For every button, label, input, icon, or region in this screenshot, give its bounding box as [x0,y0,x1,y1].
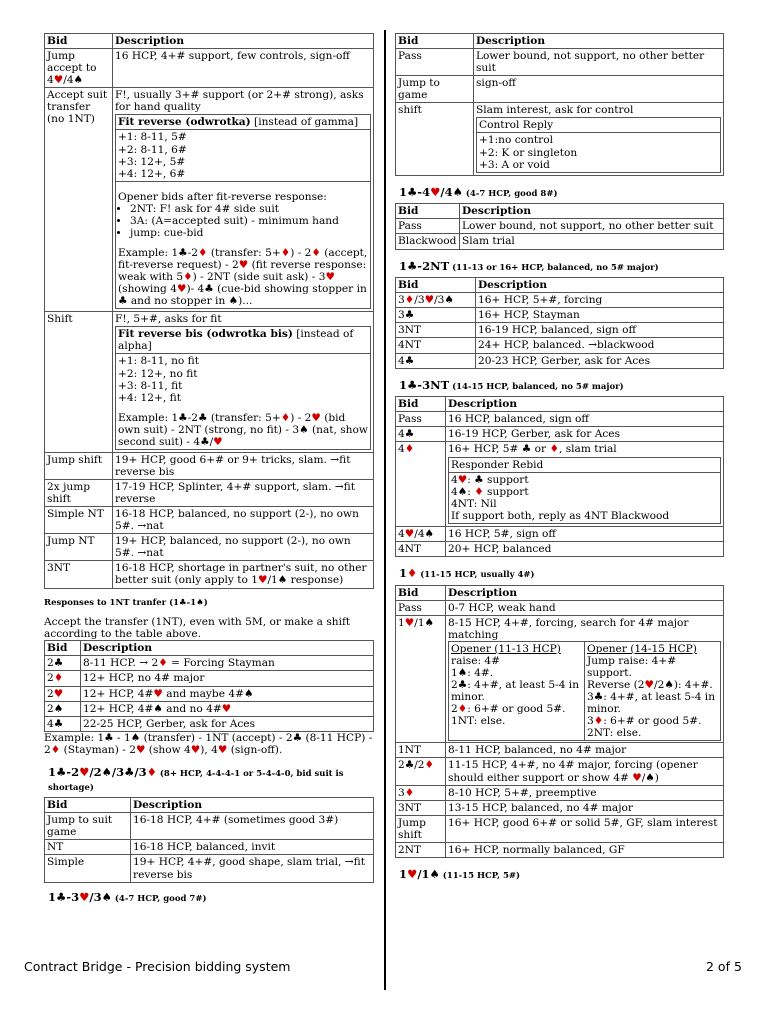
list-item: • 3A: (A=accepted suit) - minimum hand [130,215,368,227]
section-title-1nt-transfer: Responses to 1NT tranfer (1♣-1♠) [44,597,208,608]
section-subtitle: (4-7 HCP, good 8#) [462,188,558,199]
description-cell: Lower bound, not support, no other better suit [474,49,724,76]
diamond-suit-icon: ♦ [50,743,61,756]
control-reply-line: +3: A or void [479,158,550,171]
description-text: F!, usually 3+# support (or 2+# strong), asks for hand quality [115,89,364,114]
bid-cell: 3NT [396,800,446,815]
fit-reverse-title-cell [116,115,371,130]
table-row [45,88,374,312]
bid-cell: 1NT [396,743,446,758]
left-column [44,33,374,908]
bid-cell: Jump to suit game [45,813,131,840]
table-row [396,234,724,249]
description-cell: 24+ HCP, balanced. →blackwood [476,338,724,353]
table-row [45,480,374,507]
heart-suit-icon: ♥ [135,743,146,756]
header-bid: Bid [396,585,446,600]
description-text: Slam interest, ask for control [476,104,634,117]
bid-cell: Blackwood [396,234,460,249]
section-title: 1♣-3NT [399,377,450,392]
description-cell: sign-off [474,76,724,103]
fit-reverse-note: [instead of gamma] [250,116,359,129]
section-heading-1d [399,567,724,581]
bid-table-4-major [395,203,724,249]
description-cell: 0-7 HCP, weak hand [446,600,724,615]
description-cell: 16 HCP, 5#, sign off [446,526,724,541]
footer-document-title: Contract Bridge - Precision bidding system [24,959,291,974]
table-header-row [396,397,724,412]
fit-reverse-line: +3: 12+, 5# [118,155,186,168]
bid-cell: Simple [45,855,131,882]
table-row [396,427,724,442]
table-header-row [396,585,724,600]
bid-cell: 4♥/4♠ [396,526,446,541]
section-subtitle: (11-15 HCP, usually 4#) [417,569,535,580]
description-cell: 8-10 HCP, 5+#, preemptive [446,785,724,800]
table-row [396,743,724,758]
control-reply-line: +2: K or singleton [479,146,578,159]
opener-minimum-column [449,642,584,741]
example-text: Example: 1♣ - 1♠ (transfer) - 1NT (accept) - 2♣ (8-11 HCP) - 2♦ (Stayman) - 2♥ (show 4♥), 4♥ (sign-off). [44,731,373,756]
table-header-row [396,34,724,49]
section-title: 1♥/1♠ [399,866,440,881]
description-cell: 8-11 HCP, balanced, no 4# major [446,743,724,758]
diamond-suit-icon: ♦ [457,703,468,716]
table-row [396,308,724,323]
fit-reverse-bis-note: [instead of alpha] [118,328,354,353]
diamond-suit-icon: ♦ [474,485,484,498]
section-heading-preempt [48,891,374,905]
bid-cell: 3♣ [396,308,476,323]
description-cell [446,442,724,526]
description-cell: 13-15 HCP, balanced, no 4# major [446,800,724,815]
transfer-paragraph: Accept the transfer (1NT), even with 5M, or make a shift according to the table above. [44,616,351,641]
description-cell [446,615,724,743]
fit-reverse-line: +1: 8-11, 5# [118,131,187,144]
fit-reverse-bis-line: +4: 12+, fit [118,391,181,404]
bid-cell: 4♣ [45,716,81,731]
description-cell: 16 HCP, 4+# support, few controls, sign-off [113,49,374,88]
table-row [45,701,374,716]
list-item: • jump: cue-bid [130,227,368,239]
responder-rebid-lines [449,472,721,523]
opener-strong-text: Jump raise: 4+# support. Reverse (2♥/2♠): 4+#. 3♣: 4+#, at least 5-4 in minor. 3♦: 6+# or good 5#. 2NT: else. [587,654,716,740]
section-subtitle: (8+ HCP, 4-4-4-1 or 5-4-4-0, bid suit is shortage) [48,768,344,793]
diamond-suit-icon: ♦ [424,759,435,772]
table-row [45,671,374,686]
header-bid: Bid [396,397,446,412]
table-row [396,353,724,368]
opener-minimum-title: Opener (11-13 HCP) [451,642,561,655]
heart-suit-icon: ♥ [176,283,187,296]
heart-suit-icon: ♥ [632,771,642,784]
table-row [45,686,374,701]
heart-suit-icon: ♥ [79,889,90,904]
example-text: Example: 1♣-2♣ (transfer: 5+♦) - 2♥ (bid own suit) - 2NT (strong, no fit) - 3♠ (nat, show second suit) - 4♣/♥ [118,411,368,448]
diamond-suit-icon: ♦ [53,672,64,685]
header-bid: Bid [45,798,131,813]
bid-table-3nt [395,396,724,557]
control-reply-table [476,117,721,172]
bid-cell: 4♣ [396,427,446,442]
table-row [396,815,724,842]
description-cell [113,88,374,312]
section-heading-4-major [399,186,724,200]
header-description: Description [460,204,724,219]
table-row [396,785,724,800]
table-header-row [396,278,724,293]
section-title: 1♣-3♥/3♠ [48,889,112,904]
header-description: Description [131,798,374,813]
bid-cell: NT [45,840,131,855]
description-cell: 11-15 HCP, 4+#, no 4# major, forcing (opener should either support or show 4# ♥/♠) [446,758,724,785]
opener-strong-title: Opener (14-15 HCP) [587,642,697,655]
column-divider [384,30,386,990]
diamond-suit-icon: ♦ [146,764,157,779]
bid-cell: 2♠ [45,701,81,716]
section-title: 1♣-2♥/2♠/3♣/3♦ [48,764,157,779]
header-description: Description [446,397,724,412]
description-cell: 16-19 HCP, Gerber, ask for Aces [446,427,724,442]
diamond-suit-icon: ♦ [280,246,291,259]
bid-cell: Jump shift [396,815,446,842]
table-row [396,219,724,234]
heart-suit-icon: ♥ [457,473,468,486]
description-text: F!, 5+#, asks for fit [115,313,222,326]
description-cell: Lower bound, not support, no other better suit [460,219,724,234]
diamond-suit-icon: ♦ [407,565,418,580]
bid-table-splinter [44,797,374,882]
table-row [396,541,724,556]
section-heading-3nt [399,379,724,393]
heart-suit-icon: ♥ [424,294,435,307]
bid-cell: Accept suit transfer (no 1NT) [45,88,113,312]
bid-cell: shift [396,103,474,175]
table-row [45,49,374,88]
description-cell: 17-19 HCP, Splinter, 4+# support, slam. →fit reverse [113,480,374,507]
bid-cell: Jump NT [45,534,113,561]
table-row [45,312,374,453]
opener-minimum-text: raise: 4# 1♠: 4#. 2♣: 4+#, at least 5-4 in minor. 2♦: 6+# or good 5#. 1NT: else. [451,654,580,728]
description-cell: 16+ HCP, normally balanced, GF [446,842,724,857]
heart-suit-icon: ♥ [257,574,268,587]
diamond-suit-icon: ♦ [280,411,291,424]
table-row [396,76,724,103]
bid-cell: Simple NT [45,507,113,534]
bid-cell: 1♥/1♠ [396,615,446,743]
fit-reverse-title: Fit reverse (odwrotka) [118,116,251,129]
bid-table-rebid [395,33,724,176]
heart-suit-icon: ♥ [53,74,64,87]
heart-suit-icon: ♥ [217,743,228,756]
section-heading-2nt [399,260,724,274]
header-description: Description [446,585,724,600]
description-cell: 16+ HCP, Stayman [476,308,724,323]
diamond-suit-icon: ♦ [404,294,415,307]
bid-cell: 4♣ [396,353,476,368]
responder-rebid-line: If support both, reply as 4NT Blackwood [451,509,670,522]
opener-rebid-grid [448,641,721,742]
heart-suit-icon: ♥ [213,435,223,448]
description-cell: 16 HCP, balanced, sign off [446,412,724,427]
bid-cell: 3NT [396,323,476,338]
header-description: Description [474,34,724,49]
bid-cell: Pass [396,412,446,427]
diamond-suit-icon: ♦ [198,246,208,259]
table-row [396,615,724,743]
diamond-suit-icon: ♦ [549,443,559,456]
control-reply-line: +1:no control [479,134,553,147]
description-cell [474,103,724,175]
fit-reverse-bis-line: +2: 12+, no fit [118,367,198,380]
heart-suit-icon: ♥ [53,687,64,700]
section-subtitle: (4-7 HCP, good 7#) [111,893,207,904]
example-text: Example: 1♣-2♦ (transfer: 5+♦) - 2♦ (accept, fit-reverse request) - 2♥ (fit reverse response: weak with 5♦) - 2NT (side suit ask) - 3♥ (showing 4♥)- 4♣ (cue-bid showing stopper in ♣ and no stopper in ♠)... [118,246,368,308]
description-cell: 12+ HCP, 4#♥ and maybe 4#♠ [81,686,374,701]
fit-reverse-bis-line: +3: 8-11, fit [118,379,183,392]
table-row [45,507,374,534]
description-cell [113,312,374,453]
table-row [45,656,374,671]
bid-cell: Jump shift [45,452,113,479]
fit-reverse-lines-cell [116,130,371,181]
bid-cell: 2♣ [45,656,81,671]
diamond-suit-icon: ♦ [158,657,168,670]
bid-cell: Pass [396,219,460,234]
control-reply-title: Control Reply [477,118,721,133]
responder-rebid-line: 4♠: ♦ support [451,485,529,498]
bid-cell: Pass [396,600,446,615]
responder-rebid-line: 4♥: ♣ support [451,473,529,486]
section-heading-splinter [48,766,374,793]
description-cell: Slam trial [460,234,724,249]
fit-reverse-bis-title-cell [116,327,371,354]
header-description: Description [81,641,374,656]
fit-reverse-table [115,114,371,309]
table-row [396,600,724,615]
bid-cell: Pass [396,49,474,76]
header-bid: Bid [396,204,460,219]
table-row [45,855,374,882]
table-row [45,716,374,731]
description-text: 8-15 HCP, 4+#, forcing, search for 4# major matching [448,616,689,641]
table-header-row [396,204,724,219]
section-title: 1♣-2NT [399,258,450,273]
bid-cell: 2NT [396,842,446,857]
bid-cell: 2♣/2♦ [396,758,446,785]
diamond-suit-icon: ♦ [311,246,321,259]
table-row [396,526,724,541]
section-subtitle: (11-13 or 16+ HCP, balanced, no 5# major) [449,262,659,273]
responder-rebid-line: 4NT: Nil [451,497,497,510]
description-cell: 19+ HCP, balanced, no support (2-), no own 5#. →nat [113,534,374,561]
header-bid: Bid [396,34,474,49]
bid-table-1nt-transfer [44,640,374,731]
opener-intro: Opener bids after fit-reverse response: [118,190,327,203]
heart-suit-icon: ♥ [407,866,418,881]
description-cell: 16-18 HCP, balanced, invit [131,840,374,855]
heart-suit-icon: ♥ [79,764,90,779]
diamond-suit-icon: ♦ [404,786,415,799]
section-subtitle: (11-15 HCP, 5#) [439,870,521,881]
description-cell: 8-11 HCP. → 2♦ = Forcing Stayman [81,656,374,671]
table-row [396,293,724,308]
description-cell: 20+ HCP, balanced [446,541,724,556]
heart-suit-icon: ♥ [190,743,201,756]
bid-cell: 4NT [396,338,476,353]
description-cell: 19+ HCP, 4+#, good shape, slam trial, →fit reverse bis [131,855,374,882]
description-cell: 16-18 HCP, balanced, no support (2-), no own 5#. →nat [113,507,374,534]
list-item: • 2NT: F! ask for 4# side suit [130,203,368,215]
heart-suit-icon: ♥ [311,411,321,424]
description-cell: 12+ HCP, 4#♠ and no 4#♥ [81,701,374,716]
header-description: Description [113,34,374,49]
opener-bullet-list [118,203,368,239]
diamond-suit-icon: ♦ [183,271,193,284]
description-cell: 19+ HCP, good 6+# or 9+ tricks, slam. →fit reverse bis [113,452,374,479]
table-row [396,338,724,353]
bid-cell: 2♥ [45,686,81,701]
section-title: 1♣-4♥/4♠ [399,184,463,199]
table-header-row [45,34,374,49]
diamond-suit-icon: ♦ [593,715,604,728]
opener-strong-column [584,642,720,741]
footer-page-number: 2 of 5 [706,959,742,974]
description-cell: 12+ HCP, no 4# major [81,671,374,686]
diamond-suit-icon: ♦ [404,443,415,456]
section-heading-1-major [399,868,724,882]
table-header-row [45,798,374,813]
heart-suit-icon: ♥ [238,259,249,271]
section-title: 1♦ [399,565,418,580]
right-column [395,33,724,886]
table-row [396,842,724,857]
table-row [45,561,374,588]
fit-reverse-detail-cell [116,181,371,309]
bid-cell: 3♦ [396,785,446,800]
heart-suit-icon: ♥ [325,271,335,284]
bid-cell: Jump to game [396,76,474,103]
fit-reverse-bis-line: +1: 8-11, no fit [118,355,199,368]
bid-cell: 2x jump shift [45,480,113,507]
description-cell: 20-23 HCP, Gerber, ask for Aces [476,353,724,368]
table-row [396,103,724,175]
table-row [396,758,724,785]
description-cell: 16-18 HCP, 4+# (sometimes good 3#) [131,813,374,840]
header-bid: Bid [45,641,81,656]
heart-suit-icon: ♥ [644,679,655,692]
table-row [45,452,374,479]
section-subtitle: (14-15 HCP, balanced, no 5# major) [449,381,624,392]
responder-rebid-title: Responder Rebid [449,457,721,472]
fit-reverse-line: +2: 8-11, 6# [118,143,187,156]
bid-table-accept [44,33,374,589]
bid-cell: 3NT [45,561,113,588]
table-row [396,412,724,427]
fit-reverse-bis-lines-cell [116,354,371,449]
responder-rebid-table [448,457,721,524]
heart-suit-icon: ♥ [153,687,163,700]
heart-suit-icon: ♥ [430,184,441,199]
table-row [396,49,724,76]
description-cell: 16-18 HCP, shortage in partner's suit, no other better suit (only apply to 1♥/1♠ response) [113,561,374,588]
bid-cell: 3♦/3♥/3♠ [396,293,476,308]
header-bid: Bid [396,278,476,293]
bid-cell: 2♦ [45,671,81,686]
description-text: 16+ HCP, 5# ♣ or ♦, slam trial [448,443,617,456]
fit-reverse-line: +4: 12+, 6# [118,167,186,180]
table-row [45,534,374,561]
header-bid: Bid [45,34,113,49]
heart-suit-icon: ♥ [404,616,415,629]
control-reply-lines [477,133,721,172]
description-cell: 16+ HCP, good 6+# or solid 5#, GF, slam interest [446,815,724,842]
bid-table-2nt [395,277,724,368]
description-cell: 16-19 HCP, balanced, sign off [476,323,724,338]
table-header-row [45,641,374,656]
table-row [45,813,374,840]
table-row [45,840,374,855]
table-row [396,442,724,526]
fit-reverse-bis-title: Fit reverse bis (odwrotka bis) [118,328,293,341]
description-cell: 16+ HCP, 5+#, forcing [476,293,724,308]
bid-cell: Shift [45,312,113,453]
bid-cell: 4NT [396,541,446,556]
description-cell: 22-25 HCP, Gerber, ask for Aces [81,716,374,731]
table-row [396,323,724,338]
bid-cell: 4♦ [396,442,446,526]
header-description: Description [476,278,724,293]
heart-suit-icon: ♥ [404,527,415,540]
bid-cell: Jump accept to 4♥/4♠ [45,49,113,88]
fit-reverse-bis-table [115,326,371,450]
bid-table-1d [395,585,724,858]
heart-suit-icon: ♥ [221,702,232,715]
table-row [396,800,724,815]
